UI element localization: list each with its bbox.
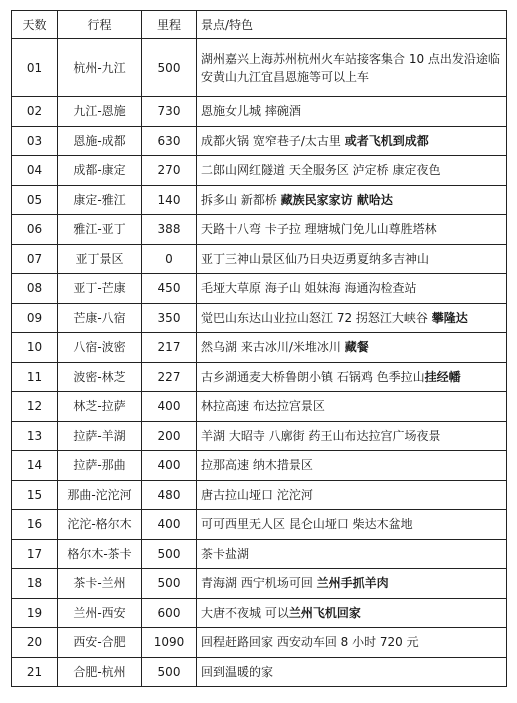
day-cell: 17 — [12, 539, 58, 569]
route-cell: 八宿-波密 — [58, 333, 142, 363]
distance-cell: 500 — [142, 539, 197, 569]
spot-text: 拆多山 新都桥 — [201, 192, 281, 207]
table-row — [12, 303, 507, 333]
spot-text: 然乌湖 来古冰川/米堆冰川 — [201, 340, 345, 355]
highlight-text: 挂经幡 — [424, 369, 461, 384]
table-row — [12, 510, 507, 540]
spots-cell — [197, 628, 507, 658]
highlight-text: 兰州手抓羊肉 — [316, 576, 389, 591]
spot-text: 茶卡盐湖 — [201, 546, 250, 561]
distance-cell: 400 — [142, 392, 197, 422]
route-cell: 亚丁景区 — [58, 244, 142, 274]
route-cell: 沱沱-格尔木 — [58, 510, 142, 540]
spot-text: 唐古拉山垭口 沱沱河 — [201, 487, 313, 502]
spots-cell — [197, 421, 507, 451]
route-cell: 茶卡-兰州 — [58, 569, 142, 599]
spots-cell — [197, 657, 507, 687]
route-cell: 芒康-八宿 — [58, 303, 142, 333]
spots-cell — [197, 539, 507, 569]
distance-cell: 0 — [142, 244, 197, 274]
day-cell: 21 — [12, 657, 58, 687]
day-cell: 15 — [12, 480, 58, 510]
spot-text: 可可西里无人区 昆仑山垭口 柴达木盆地 — [201, 517, 413, 532]
distance-cell: 400 — [142, 510, 197, 540]
route-cell: 九江-恩施 — [58, 97, 142, 127]
route-cell: 杭州-九江 — [58, 39, 142, 97]
day-cell: 05 — [12, 185, 58, 215]
highlight-text: 兰州飞机回家 — [288, 605, 361, 620]
table-row — [12, 569, 507, 599]
spots-cell — [197, 480, 507, 510]
route-cell: 拉萨-羊湖 — [58, 421, 142, 451]
route-cell: 波密-林芝 — [58, 362, 142, 392]
spots-cell — [197, 274, 507, 304]
spot-text: 天路十八弯 卡子拉 理塘城门免儿山尊胜塔林 — [201, 222, 437, 237]
table-row — [12, 657, 507, 687]
distance-cell: 388 — [142, 215, 197, 245]
header-distance: 里程 — [142, 11, 197, 39]
distance-cell: 500 — [142, 569, 197, 599]
distance-cell: 500 — [142, 39, 197, 97]
highlight-text: 藏餐 — [344, 340, 369, 355]
table-row — [12, 421, 507, 451]
header-route: 行程 — [58, 11, 142, 39]
table-row — [12, 598, 507, 628]
table-row — [12, 628, 507, 658]
distance-cell: 630 — [142, 126, 197, 156]
header-spots: 景点/特色 — [197, 11, 507, 39]
distance-cell: 200 — [142, 421, 197, 451]
route-cell: 雅江-亚丁 — [58, 215, 142, 245]
day-cell: 06 — [12, 215, 58, 245]
spot-text: 林拉高速 布达拉宫景区 — [201, 399, 325, 414]
spot-text: 古乡湖通麦大桥鲁朗小镇 石锅鸡 色季拉山 — [201, 369, 425, 384]
route-cell: 那曲-沱沱河 — [58, 480, 142, 510]
day-cell: 19 — [12, 598, 58, 628]
day-cell: 12 — [12, 392, 58, 422]
route-cell: 格尔木-茶卡 — [58, 539, 142, 569]
route-cell: 林芝-拉萨 — [58, 392, 142, 422]
spots-cell — [197, 333, 507, 363]
spot-text: 湖州嘉兴上海苏州杭州火车站接客集合 10 点出发沿途临安黄山九江宜昌恩施等可以上车 — [201, 51, 500, 84]
distance-cell: 600 — [142, 598, 197, 628]
table-row — [12, 39, 507, 97]
day-cell: 18 — [12, 569, 58, 599]
distance-cell: 270 — [142, 156, 197, 186]
day-cell: 08 — [12, 274, 58, 304]
table-row — [12, 392, 507, 422]
spots-cell — [197, 569, 507, 599]
distance-cell: 730 — [142, 97, 197, 127]
spots-cell — [197, 451, 507, 481]
spot-text: 拉那高速 纳木措景区 — [201, 458, 313, 473]
table-row — [12, 362, 507, 392]
day-cell: 20 — [12, 628, 58, 658]
spot-text: 成都火锅 宽窄巷子/太古里 — [201, 133, 345, 148]
spot-text: 恩施女儿城 摔碗酒 — [201, 104, 301, 119]
table-row — [12, 215, 507, 245]
route-cell: 合肥-杭州 — [58, 657, 142, 687]
spots-cell — [197, 39, 507, 97]
table-row — [12, 97, 507, 127]
spots-cell — [197, 598, 507, 628]
distance-cell: 350 — [142, 303, 197, 333]
spot-text: 青海湖 西宁机场可回 — [201, 576, 317, 591]
table-row — [12, 185, 507, 215]
route-cell: 兰州-西安 — [58, 598, 142, 628]
day-cell: 13 — [12, 421, 58, 451]
table-row — [12, 539, 507, 569]
distance-cell: 450 — [142, 274, 197, 304]
distance-cell: 227 — [142, 362, 197, 392]
route-cell: 成都-康定 — [58, 156, 142, 186]
highlight-text: 藏族民家家访 献哈达 — [280, 192, 393, 207]
route-cell: 康定-雅江 — [58, 185, 142, 215]
spots-cell — [197, 244, 507, 274]
spots-cell — [197, 510, 507, 540]
distance-cell: 217 — [142, 333, 197, 363]
day-cell: 14 — [12, 451, 58, 481]
highlight-text: 或者飞机到成都 — [344, 133, 429, 148]
day-cell: 16 — [12, 510, 58, 540]
itinerary-table — [11, 10, 507, 687]
spot-text: 回程赶路回家 西安动车回 8 小时 720 元 — [201, 635, 419, 650]
header-day: 天数 — [12, 11, 58, 39]
spots-cell — [197, 215, 507, 245]
distance-cell: 140 — [142, 185, 197, 215]
day-cell: 07 — [12, 244, 58, 274]
distance-cell: 480 — [142, 480, 197, 510]
distance-cell: 500 — [142, 657, 197, 687]
day-cell: 11 — [12, 362, 58, 392]
highlight-text: 攀隆达 — [431, 310, 468, 325]
table-row — [12, 333, 507, 363]
spots-cell — [197, 303, 507, 333]
spot-text: 二郎山网红隧道 天全服务区 泸定桥 康定夜色 — [201, 163, 441, 178]
table-row — [12, 480, 507, 510]
day-cell: 02 — [12, 97, 58, 127]
spot-text: 羊湖 大昭寺 八廓街 药王山布达拉宫广场夜景 — [201, 428, 441, 443]
day-cell: 04 — [12, 156, 58, 186]
spot-text: 回到温暖的家 — [201, 664, 274, 679]
spots-cell — [197, 362, 507, 392]
spot-text: 大唐不夜城 可以 — [201, 605, 289, 620]
spots-cell — [197, 126, 507, 156]
spots-cell — [197, 185, 507, 215]
table-row — [12, 274, 507, 304]
table-row — [12, 244, 507, 274]
spots-cell — [197, 156, 507, 186]
distance-cell: 400 — [142, 451, 197, 481]
day-cell: 10 — [12, 333, 58, 363]
route-cell: 亚丁-芒康 — [58, 274, 142, 304]
spots-cell — [197, 392, 507, 422]
spot-text: 毛垭大草原 海子山 姐妹海 海通沟检查站 — [201, 281, 417, 296]
table-row — [12, 156, 507, 186]
table-row — [12, 126, 507, 156]
header-row — [12, 11, 507, 39]
day-cell: 09 — [12, 303, 58, 333]
spots-cell — [197, 97, 507, 127]
table-row — [12, 451, 507, 481]
spot-text: 亚丁三神山景区仙乃日央迈勇夏纳多吉神山 — [201, 251, 430, 266]
day-cell: 01 — [12, 39, 58, 97]
route-cell: 拉萨-那曲 — [58, 451, 142, 481]
route-cell: 西安-合肥 — [58, 628, 142, 658]
distance-cell: 1090 — [142, 628, 197, 658]
route-cell: 恩施-成都 — [58, 126, 142, 156]
spot-text: 觉巴山东达山业拉山怒江 72 拐怒江大峡谷 — [201, 310, 432, 325]
day-cell: 03 — [12, 126, 58, 156]
